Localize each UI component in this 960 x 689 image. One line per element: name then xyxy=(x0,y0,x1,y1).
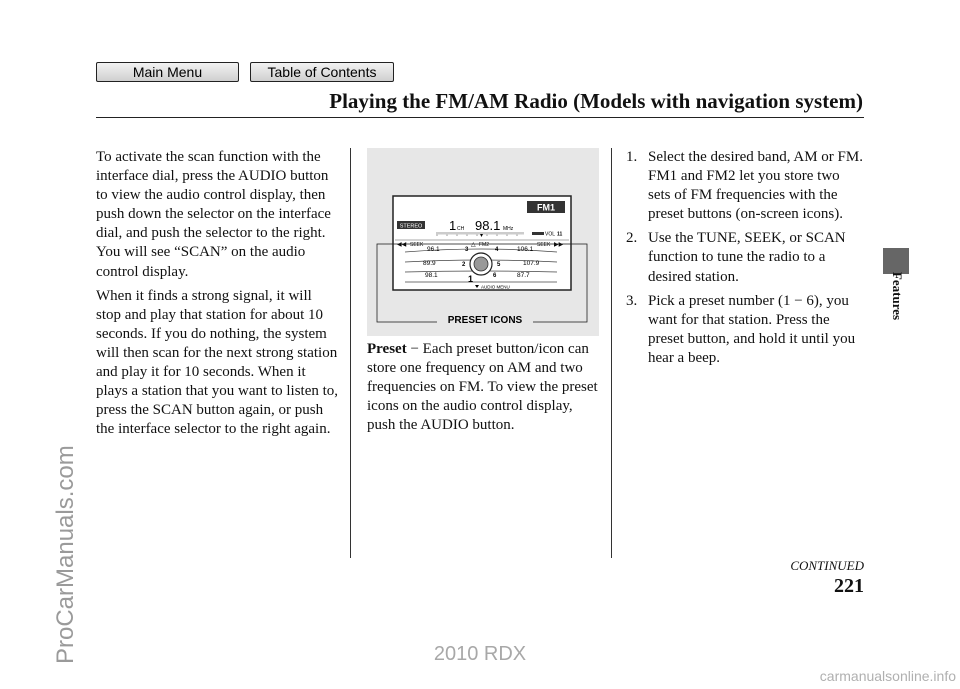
preset-5-frequency: 107.9 xyxy=(523,260,540,267)
seek-right-icon: ▶▶ xyxy=(554,242,564,248)
preset-1-frequency: 98.1 xyxy=(425,272,438,279)
main-menu-button[interactable]: Main Menu xyxy=(96,62,239,82)
preset-4-number: 4 xyxy=(495,247,499,253)
table-of-contents-button[interactable]: Table of Contents xyxy=(250,62,394,82)
audio-display-illustration xyxy=(367,148,599,336)
column-divider xyxy=(611,148,612,558)
band-up-icon: △ xyxy=(471,242,476,248)
preset-description: Each preset button/icon can store one frequency on AM and two frequencies on FM. To view the preset icons on the audio control display, push the AUDIO button. xyxy=(367,341,598,434)
frequency-value: 98.1 xyxy=(475,218,501,233)
frequency-unit: MHz xyxy=(503,226,514,232)
watermark: ProCarManuals.com xyxy=(52,445,79,664)
column-scan-instructions xyxy=(96,148,340,444)
list-item: 1. Select the desired band, AM or FM. FM1 and FM2 let you store two sets of FM frequencies with the preset buttons (on-screen icons). xyxy=(626,149,863,223)
preset-3-frequency: 96.1 xyxy=(427,246,440,253)
term-preset: Preset xyxy=(367,341,407,357)
audio-menu-label: AUDIO MENU xyxy=(481,284,510,290)
column-preset-description xyxy=(367,340,602,440)
page-title: Playing the FM/AM Radio (Models with navigation system) xyxy=(329,89,863,113)
preset-1-number: 1 xyxy=(468,274,474,284)
channel-unit: CH xyxy=(457,226,465,232)
preset-4-frequency: 106.1 xyxy=(517,246,534,253)
preset-3-number: 3 xyxy=(465,247,469,253)
paragraph-scan-activate: To activate the scan function with the interface dial, press the AUDIO button to view the audio control display, then push down the selector on the interface dial, and push the selector to the right. You will see “SCAN” on the audio control display. xyxy=(96,149,331,280)
figure-caption: PRESET ICONS xyxy=(447,315,523,326)
interface-dial-knob xyxy=(474,257,488,271)
paragraph-scan-behavior: When it finds a strong signal, it will stop and play that station for about 10 seconds. If you do nothing, the system will then scan for the next strong station and play it for 10 seconds. When it plays a station that you want to listen to, press the SCAN button again, or push the interface selector to the right again. xyxy=(96,287,339,438)
preset-6-frequency: 87.7 xyxy=(517,272,530,279)
band-button-label: FM2 xyxy=(479,242,489,248)
header-rule xyxy=(96,117,864,118)
term-dash: − xyxy=(410,341,419,357)
page-number: 221 xyxy=(834,575,864,597)
band-badge-text: FM1 xyxy=(537,202,555,213)
volume-label: VOL xyxy=(545,231,556,238)
column-divider xyxy=(350,148,351,558)
paragraph-preset xyxy=(367,340,602,435)
stereo-text: STEREO xyxy=(399,223,423,230)
seek-left-icon: ◀◀ xyxy=(397,242,407,248)
channel-number: 1 xyxy=(449,218,457,233)
preset-5-number: 5 xyxy=(497,262,501,268)
seek-right-label: SEEK xyxy=(537,242,551,248)
preset-2-number: 2 xyxy=(462,262,466,268)
continued-label: CONTINUED xyxy=(790,558,864,573)
audio-display-figure xyxy=(367,148,599,336)
footer-model: 2010 RDX xyxy=(433,643,527,665)
volume-bar xyxy=(532,232,544,235)
steps-list xyxy=(624,148,864,368)
preset-2-frequency: 89.9 xyxy=(423,260,436,267)
volume-value: 11 xyxy=(557,231,563,238)
column-preset-steps xyxy=(624,148,864,373)
seek-left-label: SEEK xyxy=(410,242,424,248)
list-item: 2. Use the TUNE, SEEK, or SCAN function to tune the radio to a desired station. xyxy=(626,230,846,285)
footer-source: carmanualsonline.info xyxy=(819,668,956,684)
section-tab-label: Features xyxy=(890,271,906,321)
preset-6-number: 6 xyxy=(493,273,497,279)
list-item: 3. Pick a preset number (1 − 6), you want for that station. Press the preset button, and hold it until you hear a beep. xyxy=(626,292,856,366)
